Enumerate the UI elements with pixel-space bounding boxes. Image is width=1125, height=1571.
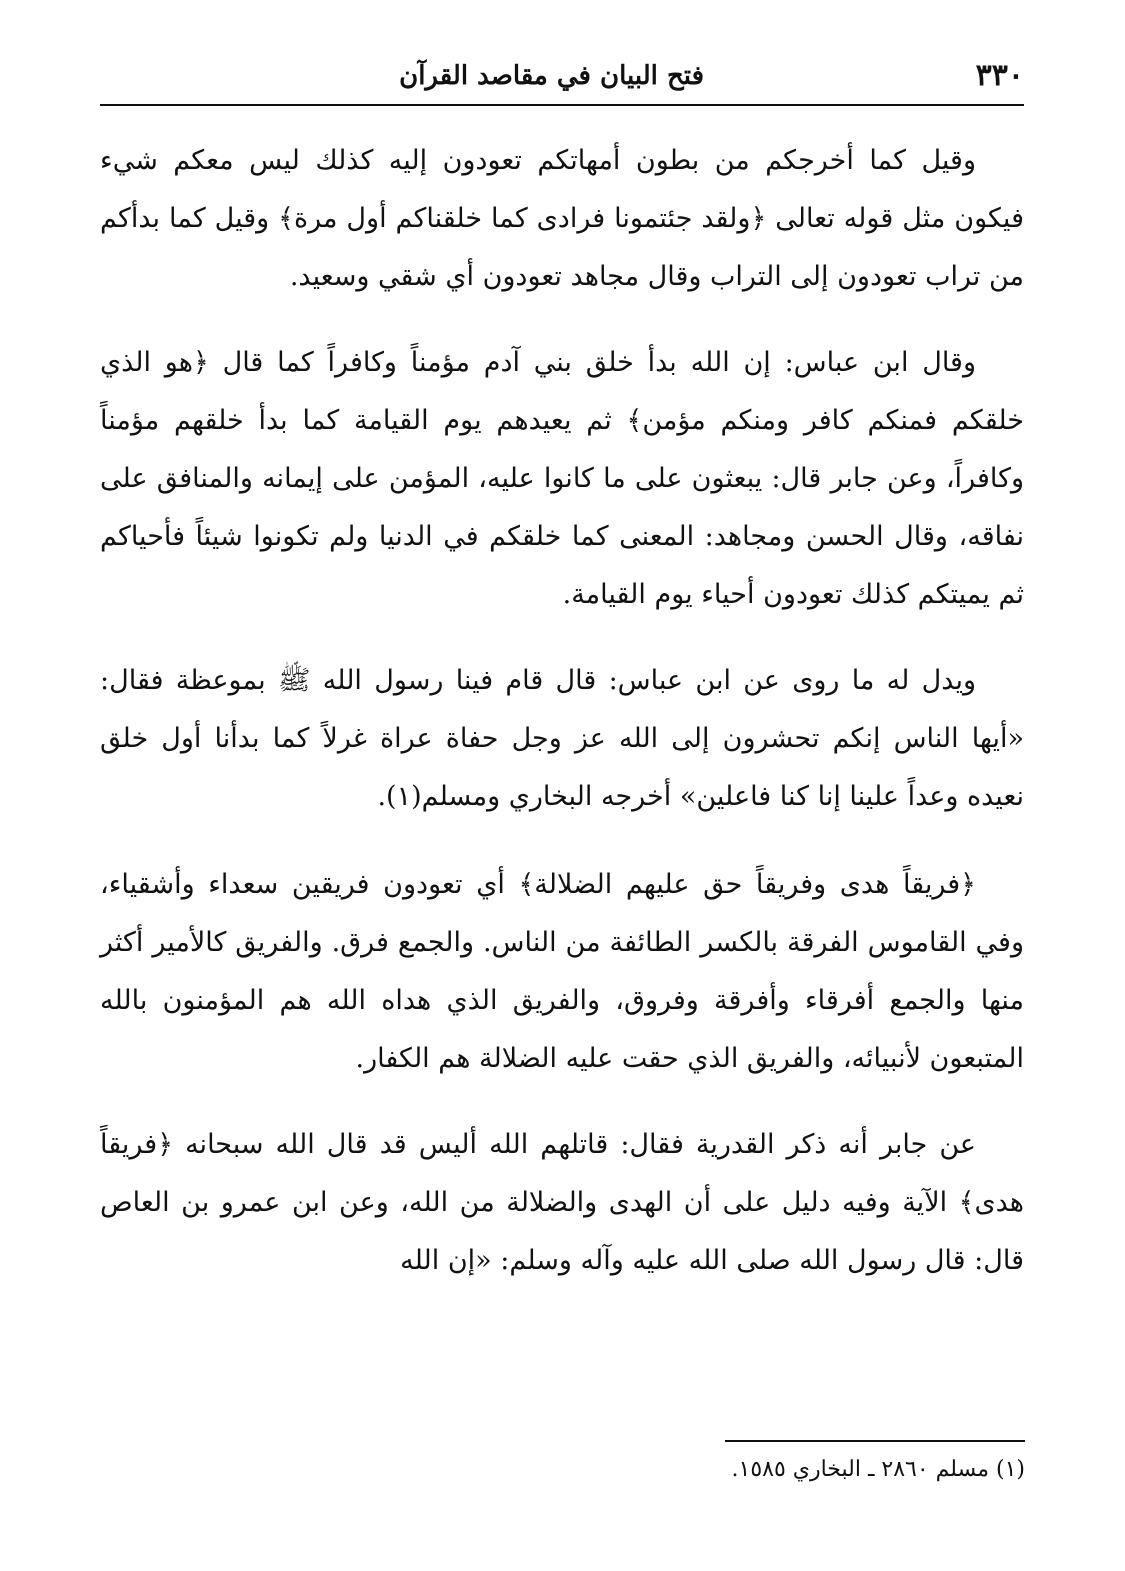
- paragraph-5: عن جابر أنه ذكر القدرية فقال: قاتلهم الله أليس قد قال الله سبحانه ﴿فريقاً هدى﴾ الآية وفيه دليل على أن الهدى والضلالة من الله، وعن ابن عمرو بن العاص قال: قال رسول الله صلى الله عليه وآله وسلم: «إن الله: [100, 1129, 1024, 1276]
- page-number: ٣٣٠: [975, 58, 1024, 93]
- footnote-rule: [725, 1440, 1025, 1442]
- running-header: [100, 56, 1024, 100]
- footnote: (١) مسلم ٢٨٦٠ ـ البخاري ١٥٨٥.: [731, 1457, 1025, 1482]
- book-title: فتح البيان في مقاصد القرآن: [399, 61, 704, 91]
- main-text: [100, 132, 1024, 1318]
- paragraph-4: ﴿فريقاً هدى وفريقاً حق عليهم الضلالة﴾ أي تعودون فريقين سعداء وأشقياء، وفي القاموس الفرقة بالكسر الطائفة من الناس. والجمع فرق. والفريق كالأمير أكثر منها والجمع أفرقاء وأفرقة وفروق، والفريق الذي هداه الله هم المؤمنون بالله المتبعون لأنبيائه، والفريق الذي حقت عليه الضلالة هم الكفار.: [100, 869, 1024, 1074]
- header-rule: [100, 104, 1024, 106]
- paragraph-3: ويدل له ما روى عن ابن عباس: قال قام فينا رسول الله ﷺ بموعظة فقال: «أيها الناس إنكم تحشرون إلى الله عز وجل حفاة عراة غرلاً كما بدأنا أول خلق نعيده وعداً علينا إنا كنا فاعلين» أخرجه البخاري ومسلم(١).: [100, 665, 1024, 812]
- paragraph-2: وقال ابن عباس: إن الله بدأ خلق بني آدم مؤمناً وكافراً كما قال ﴿هو الذي خلقكم فمنكم كافر ومنكم مؤمن﴾ ثم يعيدهم يوم القيامة كما بدأ خلقهم مؤمناً وكافراً، وعن جابر قال: يبعثون على ما كانوا عليه، المؤمن على إيمانه والمنافق على نفاقه، وقال الحسن ومجاهد: المعنى كما خلقكم في الدنيا ولم تكونوا شيئاً فأحياكم ثم يميتكم كذلك تعودون أحياء يوم القيامة.: [100, 347, 1024, 610]
- paragraph-1: وقيل كما أخرجكم من بطون أمهاتكم تعودون إليه كذلك ليس معكم شيء فيكون مثل قوله تعالى ﴿ولقد جئتمونا فرادى كما خلقناكم أول مرة﴾ وقيل كما بدأكم من تراب تعودون إلى التراب وقال مجاهد تعودون أي شقي وسعيد.: [100, 145, 1024, 292]
